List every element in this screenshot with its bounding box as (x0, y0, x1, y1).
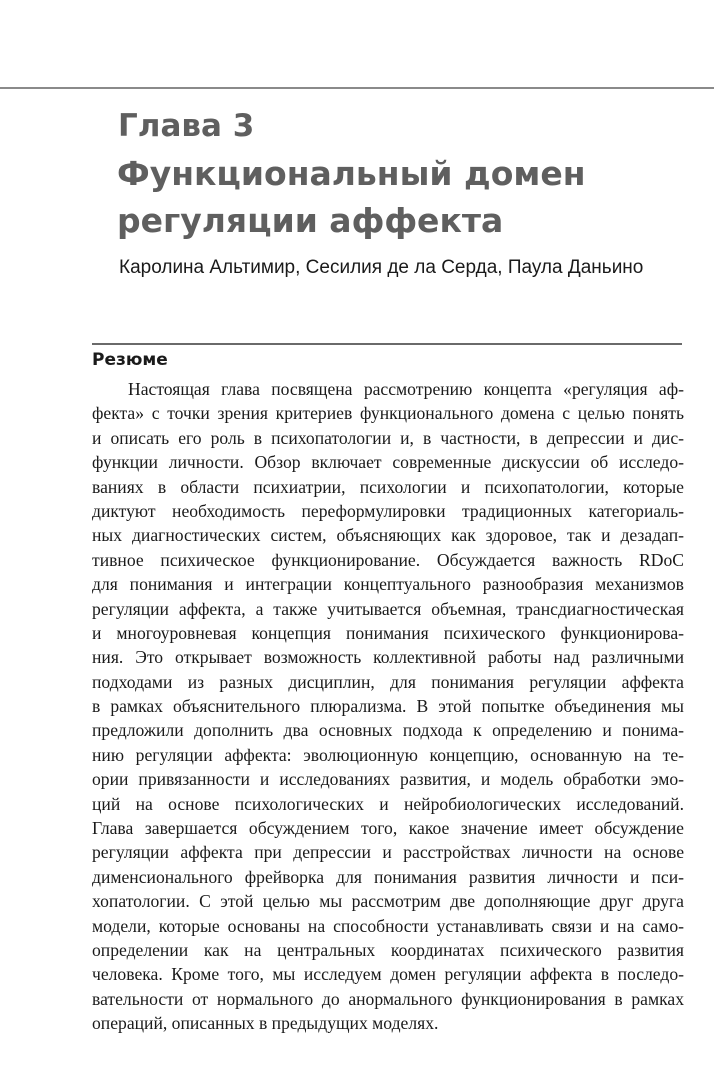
abstract-line: вательности от нормального до анормального функционирования в рамках (92, 988, 684, 1009)
chapter-title (117, 150, 677, 244)
abstract-line: Настоящая глава посвящена рассмотрению концепта «регуляция аф- (128, 379, 684, 399)
abstract-line: и многоуровневая концепция понимания психического функционирова- (92, 622, 684, 643)
abstract-line: ния. Это открывает возможность коллективной работы над различными (92, 647, 684, 668)
abstract-line: модели, которые основаны на способности устанавливать связи и на само- (92, 915, 684, 936)
abstract-line: функции личности. Обзор включает современные дискуссии об исследо- (92, 452, 684, 473)
section-divider (92, 343, 682, 345)
abstract-line: определении как на центральных координатах психического развития (92, 939, 684, 960)
abstract-line: нию регуляции аффекта: эволюционную концепцию, основанную на те- (92, 744, 684, 765)
abstract-line: предложили дополнить два основных подхода к определению и понима- (92, 720, 684, 741)
abstract-heading: Резюме (92, 350, 168, 370)
abstract-line: дименсионального фрейворка для понимания развития личности и пси- (92, 866, 684, 887)
abstract-text (92, 377, 684, 1036)
abstract-line: ных диагностических систем, объясняющих как здоровое, так и дезадап- (92, 525, 684, 546)
abstract-line: ории привязанности и исследованиях развития, и модель обработки эмо- (92, 769, 684, 790)
abstract-line: диктуют необходимость переформулировки традиционных категориаль- (92, 500, 684, 521)
abstract-line: регуляции аффекта, а также учитывается объемная, трансдиагностическая (92, 598, 684, 619)
abstract-line: регуляции аффекта при депрессии и расстройствах личности на основе (92, 842, 684, 863)
chapter-label: Глава 3 (118, 108, 255, 144)
abstract-line: ваниях в области психиатрии, психологии и психопатологии, которые (92, 476, 684, 497)
abstract-line: ций на основе психологических и нейробиологических исследований. (92, 793, 684, 814)
chapter-authors: Каролина Альтимир, Сесилия де ла Серда, Паула Даньино (119, 257, 644, 278)
abstract-line: в рамках объяснительного плюрализма. В этой попытке объединения мы (92, 696, 684, 717)
abstract-line: человека. Кроме того, мы исследуем домен регуляции аффекта в последо- (92, 964, 684, 985)
abstract-line: подходами из разных дисциплин, для понимания регуляции аффекта (92, 671, 684, 692)
abstract-line: фекта» с точки зрения критериев функционального домена с целью понять (92, 403, 684, 424)
chapter-title-line: регуляции аффекта (117, 201, 504, 240)
abstract-line: тивное психическое функционирование. Обсуждается важность RDoC (92, 549, 684, 570)
abstract-line: и описать его роль в психопатологии и, в частности, в депрессии и дис- (92, 427, 684, 448)
abstract-line: операций, описанных в предыдущих моделях. (92, 1013, 439, 1034)
chapter-title-line: Функциональный домен (117, 154, 586, 193)
abstract-line: для понимания и интеграции концептуального разнообразия механизмов (92, 574, 684, 595)
abstract-line: Глава завершается обсуждением того, какое значение имеет обсуждение (92, 818, 684, 839)
abstract-line: хопатологии. С этой целью мы рассмотрим две дополняющие друг друга (92, 891, 684, 912)
top-divider (0, 87, 714, 89)
